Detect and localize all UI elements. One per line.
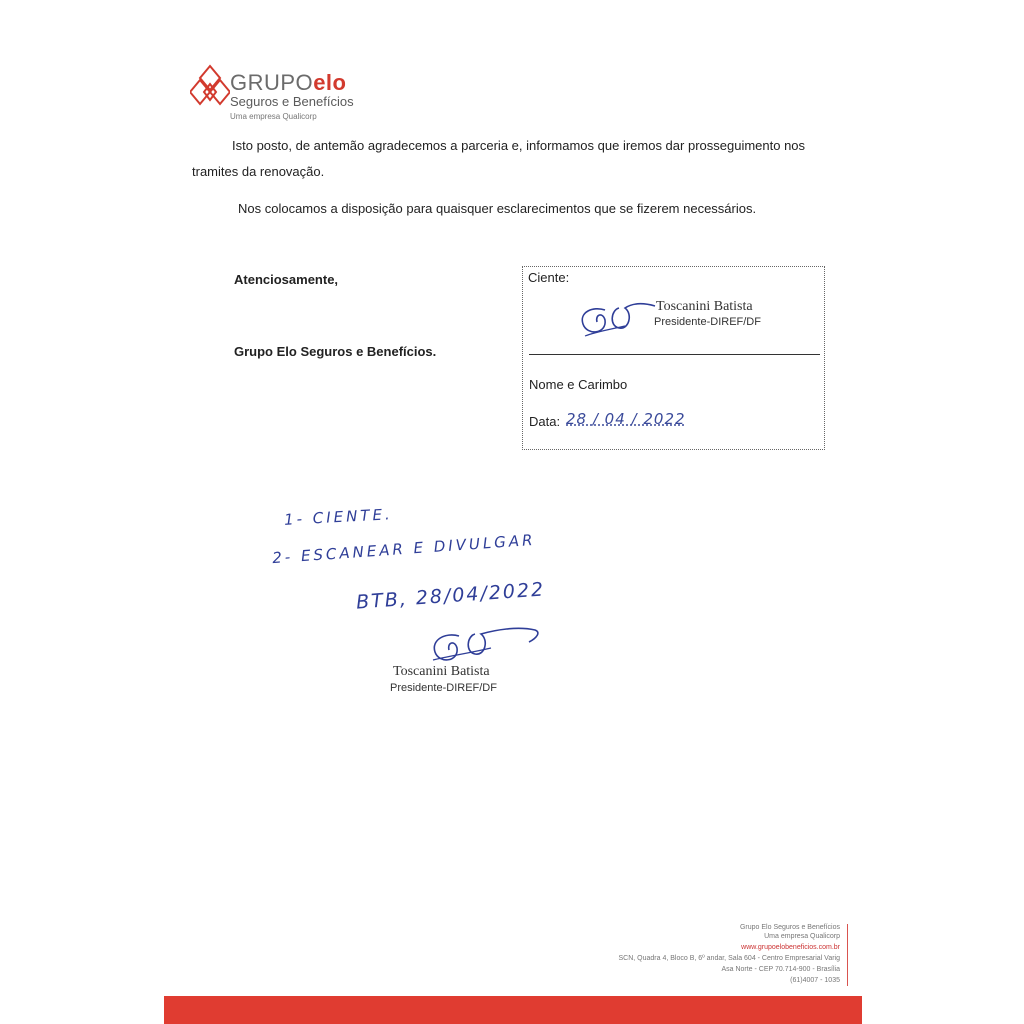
footer-website: www.grupoelobeneficios.com.br: [741, 944, 840, 951]
logo-elo-text: elo: [313, 70, 347, 95]
date-label: Data:: [529, 414, 561, 429]
signer-role: Presidente-DIREF/DF: [654, 316, 761, 328]
logo-tagline: Uma empresa Qualicorp: [230, 112, 317, 121]
body-paragraph-1: Isto posto, de antemão agradecemos a parceria e, informamos que iremos dar prosseguimento nos tramites da renovação.: [192, 138, 806, 179]
footer-divider: [847, 924, 848, 986]
diamond-logo-icon: [190, 64, 230, 110]
footer-red-band: [164, 996, 862, 1024]
footer-address-2: Asa Norte - CEP 70.714-900 - Brasília: [721, 966, 840, 973]
signature-scribble-1: [575, 296, 665, 348]
handwritten-note-1: 1- CIENTE.: [283, 505, 394, 529]
handwritten-note-3: BTB, 28/04/2022: [355, 578, 546, 614]
handwritten-date: 28 / 04 / 2022: [566, 410, 686, 428]
signature-line: [529, 354, 820, 355]
footer-address-1: SCN, Quadra 4, Bloco B, 6º andar, Sala 604 - Centro Empresarial Varig: [618, 955, 840, 962]
bottom-signer-name: Toscanini Batista: [393, 664, 490, 679]
ciente-label: Ciente:: [528, 270, 570, 285]
nome-carimbo-label: Nome e Carimbo: [529, 377, 628, 392]
logo-grupo-text: GRUPO: [230, 70, 314, 95]
bottom-signer-role: Presidente-DIREF/DF: [390, 682, 497, 694]
closing-salutation: Atenciosamente,: [234, 272, 339, 287]
company-logo: [190, 62, 390, 126]
footer-phone: (61)4007 - 1035: [790, 977, 840, 984]
handwritten-note-2: 2- ESCANEAR E DIVULGAR: [271, 530, 537, 568]
signer-name: Toscanini Batista: [656, 299, 753, 314]
footer-tagline: Uma empresa Qualicorp: [764, 933, 840, 940]
logo-subtitle: Seguros e Benefícios: [230, 94, 354, 109]
signature-scribble-2: [425, 622, 555, 670]
sender-company: Grupo Elo Seguros e Benefícios.: [234, 344, 437, 359]
logo-wordmark: [230, 70, 346, 96]
footer-company: Grupo Elo Seguros e Benefícios: [739, 924, 840, 931]
body-paragraph-2: Nos colocamos a disposição para quaisquer esclarecimentos que se fizerem necessários.: [238, 201, 757, 216]
